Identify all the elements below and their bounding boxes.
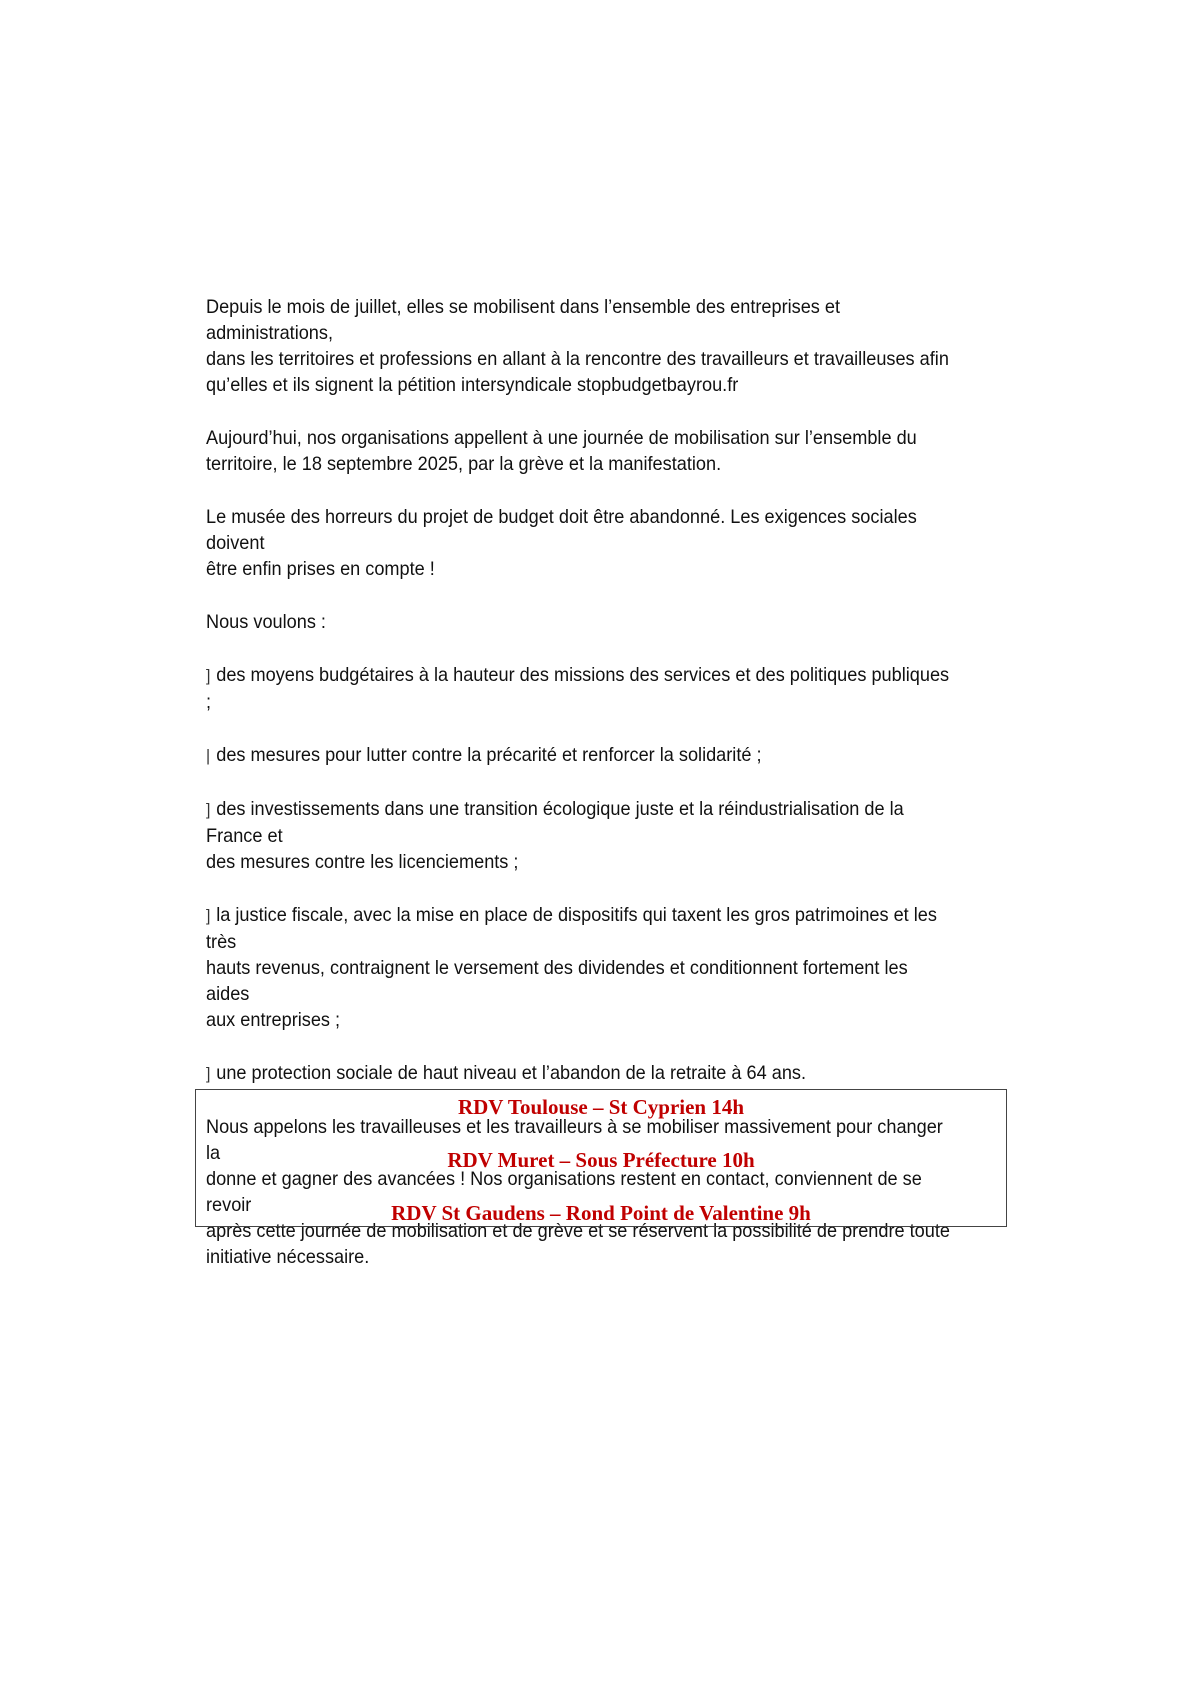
demand-text: des investissements dans une transition écologique juste et la réindustrialisation de la France et des mesures contre les licenciements ;: [206, 798, 904, 873]
rdv-box: [195, 1089, 1007, 1227]
demand-item: [206, 796, 950, 875]
demand-item: [206, 902, 950, 1033]
bullet-mark: ]: [206, 666, 211, 685]
rdv-toulouse: RDV Toulouse – St Cyprien 14h: [457, 1095, 745, 1119]
paragraph-museum: Le musée des horreurs du projet de budget doit être abandonné. Les exigences sociales doivent être enfin prises en compte !: [206, 506, 917, 580]
paragraph-demands-intro: Nous voulons :: [206, 611, 326, 633]
demand-text: des moyens budgétaires à la hauteur des missions des services et des politiques publiques ;: [206, 664, 950, 713]
demand-text: la justice fiscale, avec la mise en place de dispositifs qui taxent les gros patrimoines et les très hauts revenus, contraignent le versement des dividendes et conditionnent fortement les aides aux entreprises ;: [206, 904, 937, 1031]
demand-item: [206, 1060, 950, 1087]
paragraph-call: Aujourd’hui, nos organisations appellent à une journée de mobilisation sur l’ensemble du territoire, le 18 septembre 2025, par la grève et la manifestation.: [206, 427, 917, 475]
bullet-mark: ]: [206, 1064, 211, 1083]
rdv-muret: RDV Muret – Sous Préfecture 10h: [447, 1148, 755, 1172]
paragraph-conclusion: Nous appelons les travailleuses et les travailleurs à se mobiliser massivement pour changer la donne et gagner des avancées ! Nos organisations restent en contact, conviennent de se revoir après cette journée de mobilisation et de grève et se réservent la possibilité de prendre toute initiative nécessaire.: [206, 1116, 950, 1268]
bullet-mark: ]: [206, 800, 211, 819]
demand-text: une protection sociale de haut niveau et l’abandon de la retraite à 64 ans.: [216, 1062, 807, 1084]
bullet-mark: ]: [206, 906, 211, 925]
rdv-st-gaudens: RDV St Gaudens – Rond Point de Valentine 9h: [391, 1201, 811, 1225]
bullet-mark: |: [206, 746, 211, 765]
demand-item: [206, 662, 950, 715]
paragraph-intro: Depuis le mois de juillet, elles se mobilisent dans l’ensemble des entreprises et administrations, dans les territoires et professions en allant à la rencontre des travailleurs et travailleuses afin qu’elles et ils signent la pétition intersyndicale stopbudgetbayrou.fr: [206, 296, 949, 396]
demand-text: des mesures pour lutter contre la précarité et renforcer la solidarité ;: [216, 744, 762, 766]
demand-item: [206, 742, 950, 769]
